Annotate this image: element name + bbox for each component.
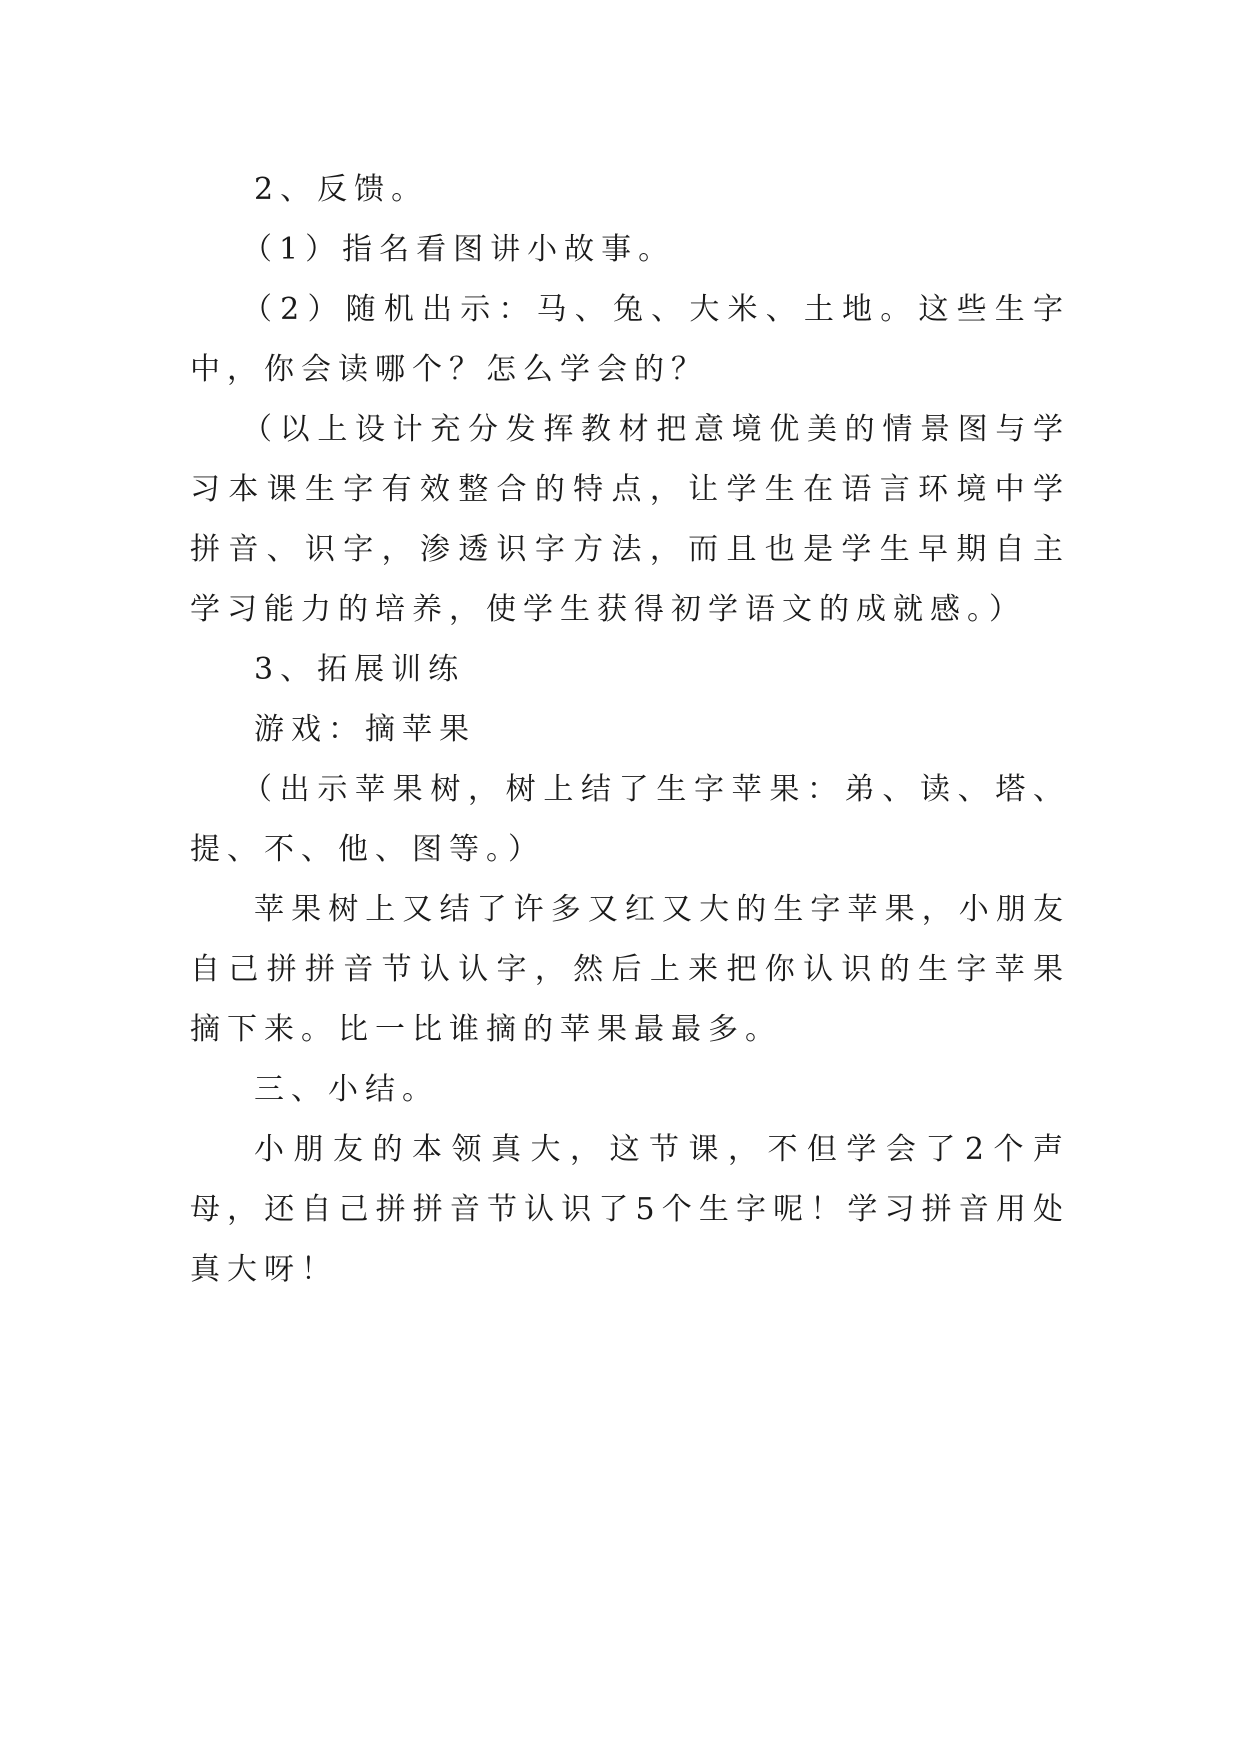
paragraph-random-display: （2）随机出示：马、兔、大米、土地。这些生字中，你会读哪个？怎么学会的？ — [190, 292, 1070, 387]
paragraph-summary-text: 小朋友的本领真大，这节课，不但学会了2个声母，还自己拼拼音节认识了5个生字呢！学习拼音用处真大呀！ — [190, 1132, 1070, 1287]
paragraph-game-instructions: 苹果树上又结了许多又红又大的生字苹果，小朋友自己拼拼音节认认字，然后上来把你认识的生字苹果摘下来。比一比谁摘的苹果最最多。 — [190, 892, 1070, 1047]
paragraph-game-title: 游戏：摘苹果 — [254, 712, 476, 747]
paragraph-design-note: （以上设计充分发挥教材把意境优美的情景图与学习本课生字有效整合的特点，让学生在语言环境中学拼音、识字，渗透识字方法，而且也是学生早期自主学习能力的培养，使学生获得初学语文的成就感。） — [190, 412, 1070, 627]
paragraph-apple-tree: （出示苹果树，树上结了生字苹果：弟、读、塔、提、不、他、图等。） — [190, 772, 1070, 867]
paragraph-summary-heading: 三、小结。 — [254, 1072, 439, 1107]
paragraph-story-telling: （1）指名看图讲小故事。 — [242, 232, 676, 267]
paragraph-feedback-heading: 2、反馈。 — [254, 172, 429, 207]
document-body — [190, 160, 1070, 1300]
paragraph-extension-heading: 3、拓展训练 — [254, 652, 466, 687]
